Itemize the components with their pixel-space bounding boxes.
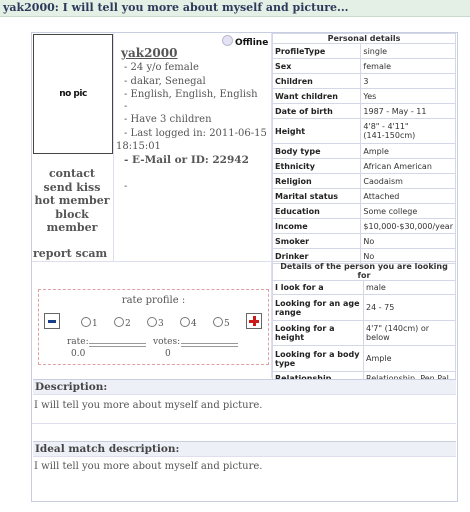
detail-key: Date of birth [273, 104, 361, 119]
rating-option-label: 2 [125, 319, 131, 329]
rating-option-label: 3 [158, 319, 164, 329]
detail-key: Smoker [273, 234, 361, 249]
detail-value: Ample [361, 144, 456, 159]
looking-value: 4'7" (140cm) or below [364, 321, 456, 346]
votes-value: 0 [165, 349, 171, 359]
radio-icon [81, 317, 91, 327]
detail-value: female [361, 59, 456, 74]
divider [32, 261, 272, 262]
decrease-rating-button[interactable] [44, 313, 60, 329]
rate-value: 0.0 [71, 349, 86, 359]
looking-key-line: height [275, 333, 305, 342]
age-info: - 24 y/o female [124, 62, 199, 73]
personal-details-header: Personal details [273, 34, 456, 44]
height-cm: (141-150cm) [363, 131, 416, 140]
votes-underline [181, 343, 238, 347]
radio-icon [147, 317, 157, 327]
looking-value: 24 - 75 [364, 295, 456, 321]
detail-value [361, 119, 456, 144]
dash-info: - [124, 101, 128, 112]
location-info: - dakar, Senegal [124, 76, 206, 87]
radio-icon [180, 317, 190, 327]
minus-icon [48, 320, 56, 323]
detail-key: Religion [273, 174, 361, 189]
hot-member-link[interactable]: hot member [34, 194, 110, 207]
detail-key: Income [273, 219, 361, 234]
rating-option-2[interactable] [114, 317, 131, 329]
detail-key: Ethnicity [273, 159, 361, 174]
rating-option-1[interactable] [81, 317, 98, 329]
no-pic-label: no pic [59, 89, 87, 99]
detail-key: Height [273, 119, 361, 144]
rating-option-4[interactable] [180, 317, 197, 329]
languages-info: - English, English, English [124, 89, 258, 100]
looking-key [273, 346, 364, 372]
detail-value: 1987 - May - 11 [361, 104, 456, 119]
rate-profile-title: rate profile : [121, 295, 186, 306]
looking-for-table [272, 261, 456, 386]
looking-for-header: Details of the person you are looking for [273, 262, 456, 281]
detail-key: ProfileType [273, 44, 361, 59]
page-title: yak2000: I will tell you more about myself and picture... [3, 1, 349, 14]
ideal-match-text: I will tell you more about myself and picture. [34, 461, 263, 472]
report-scam-link[interactable]: report scam [33, 247, 108, 260]
radio-icon [114, 317, 124, 327]
detail-value: Yes [361, 89, 456, 104]
divider [113, 33, 114, 261]
rate-underline [89, 343, 146, 347]
block-link[interactable]: block [55, 207, 89, 221]
looking-key-line: Looking for a body [275, 349, 360, 359]
detail-key: Body type [273, 144, 361, 159]
looking-key-line: range [275, 307, 302, 317]
rating-option-5[interactable] [213, 317, 230, 329]
plus-icon [253, 316, 256, 326]
ideal-match-heading-bar [33, 441, 456, 457]
looking-key [273, 321, 364, 346]
detail-value: Attached [361, 189, 456, 204]
status-text: Offline [235, 38, 269, 48]
detail-key: Want children [273, 89, 361, 104]
looking-key: I look for a [273, 281, 364, 295]
last-login-info: - Last logged in: 2011-06-15 [124, 128, 267, 139]
radio-icon [213, 317, 223, 327]
rate-label: rate: [67, 337, 89, 347]
rate-profile-box [38, 289, 269, 365]
description-heading-bar [33, 379, 456, 395]
action-list [33, 167, 111, 235]
send-kiss-link[interactable]: send kiss [43, 180, 101, 194]
increase-rating-button[interactable] [246, 313, 262, 329]
email-id-info: - E-Mail or ID: 22942 [124, 154, 249, 166]
page-title-bar [0, 0, 470, 17]
profile-photo[interactable] [33, 34, 113, 154]
detail-key: Education [273, 204, 361, 219]
personal-details-table [272, 33, 456, 264]
rating-option-label: 5 [224, 319, 230, 329]
member-link[interactable]: member [46, 221, 98, 234]
ideal-match-heading: Ideal match description: [35, 443, 180, 455]
height-range: 4'8" - 4'11" [363, 122, 409, 131]
contact-link[interactable]: contact [48, 167, 96, 180]
detail-key: Sex [273, 59, 361, 74]
children-info: - Have 3 children [124, 114, 212, 125]
rating-option-3[interactable] [147, 317, 164, 329]
detail-value: single [361, 44, 456, 59]
detail-value: No [361, 249, 456, 264]
last-login-time: 18:15:01 [116, 141, 161, 152]
description-heading: Description: [35, 381, 108, 393]
detail-value: Caodaism [361, 174, 456, 189]
looking-key-line: Looking for a [275, 324, 335, 333]
looking-value: male [364, 281, 456, 295]
rating-option-label: 4 [191, 319, 197, 329]
detail-key: Marital status [273, 189, 361, 204]
description-text: I will tell you more about myself and picture. [34, 400, 263, 411]
detail-key: Children [273, 74, 361, 89]
votes-label: votes: [153, 337, 181, 347]
divider [32, 423, 456, 424]
detail-value: $10,000-$30,000/year [361, 219, 456, 234]
detail-value: Some college [361, 204, 456, 219]
detail-value: 3 [361, 74, 456, 89]
dash-info: - [124, 181, 128, 192]
detail-value: African American [361, 159, 456, 174]
status-dot-icon [222, 35, 233, 46]
looking-key-line: Looking for an age [275, 298, 360, 308]
detail-value: No [361, 234, 456, 249]
rating-option-label: 1 [92, 319, 98, 329]
username-link[interactable]: yak2000 [121, 46, 178, 60]
looking-key-line: type [275, 358, 296, 368]
looking-value: Ample [364, 346, 456, 372]
detail-key: Drinker [273, 249, 361, 264]
looking-key [273, 295, 364, 321]
online-status [222, 35, 268, 48]
